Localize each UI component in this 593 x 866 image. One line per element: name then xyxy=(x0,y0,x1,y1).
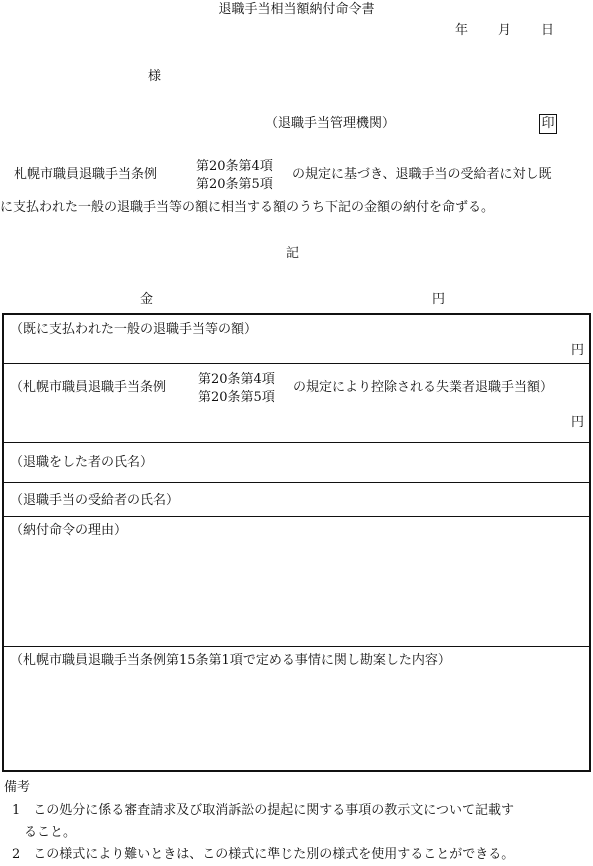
notes-heading: 備考 xyxy=(4,780,31,795)
row-divider xyxy=(4,363,589,364)
ki-heading: 記 xyxy=(286,246,300,261)
note-item-1-line1: 1 この処分に係る審査請求及び取消訴訟の提起に関する事項の教示文について記載す xyxy=(12,803,515,818)
date-day: 日 xyxy=(541,23,555,38)
preamble-article-5: 第20条第5項 xyxy=(196,177,273,192)
row-divider xyxy=(4,442,589,443)
deduction-ordinance: （札幌市職員退職手当条例 xyxy=(10,380,167,395)
reason-label: （納付命令の理由） xyxy=(10,523,128,538)
retiree-name-label: （退職をした者の氏名） xyxy=(10,455,154,470)
addressee-suffix: 様 xyxy=(148,69,162,84)
note-item-1-line2: ること。 xyxy=(24,825,77,840)
preamble-line2: に支払われた一般の退職手当等の額に相当する額のうち下記の金額の納付を命ずる。 xyxy=(0,200,495,215)
amount-unit: 円 xyxy=(432,292,446,307)
row-divider xyxy=(4,646,589,647)
considered-label: （札幌市職員退職手当条例第15条第1項で定める事情に関し勘案した内容） xyxy=(10,653,451,668)
seal-box: 印 xyxy=(539,114,557,134)
deduction-article-4: 第20条第4項 xyxy=(198,372,275,387)
preamble-article-4: 第20条第4項 xyxy=(196,159,273,174)
date-month: 月 xyxy=(498,23,512,38)
row-divider xyxy=(4,482,589,483)
details-table xyxy=(2,313,591,772)
preamble-text: の規定に基づき、退職手当の受給者に対し既 xyxy=(292,167,552,182)
recipient-name-label: （退職手当の受給者の氏名） xyxy=(10,493,180,508)
issuer-label: （退職手当管理機関） xyxy=(265,116,396,131)
preamble-articles xyxy=(196,158,273,194)
notes-list xyxy=(12,800,514,866)
paid-amount-label: （既に支払われた一般の退職手当等の額） xyxy=(10,322,258,337)
note-item-2: 2 この様式により難いときは、この様式に準じた別の様式を使用することができる。 xyxy=(12,847,515,862)
row-divider xyxy=(4,516,589,517)
deduction-article-5: 第20条第5項 xyxy=(198,390,275,405)
date-year: 年 xyxy=(455,23,469,38)
amount-label: 金 xyxy=(140,292,154,307)
form-title: 退職手当相当額納付命令書 xyxy=(218,2,375,17)
paid-amount-unit: 円 xyxy=(570,343,584,358)
deduction-unit: 円 xyxy=(570,415,584,430)
deduction-text: の規定により控除される失業者退職手当額） xyxy=(293,380,554,395)
deduction-articles xyxy=(198,371,275,407)
preamble-ordinance: 札幌市職員退職手当条例 xyxy=(14,167,158,182)
